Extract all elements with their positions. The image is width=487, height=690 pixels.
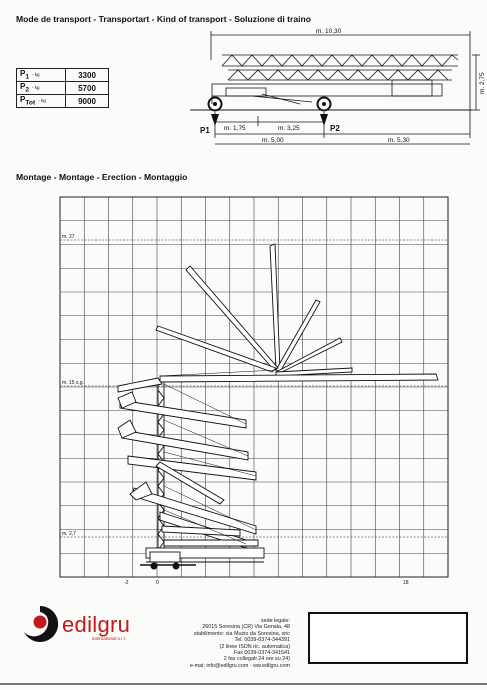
load-label: P [20, 69, 26, 79]
y-label-27: m. 27 [62, 234, 75, 240]
edilgru-logo-icon [18, 604, 62, 644]
p2-label: P2 [330, 124, 340, 133]
length-label: m. 10,30 [316, 28, 342, 35]
address-line: sede legale: [260, 618, 290, 624]
load-label: P [20, 95, 26, 105]
y-label-15: m. 15 s.g. [62, 380, 84, 386]
address-line: e-mai: info@edilgru.com - ww.edilgru.com [189, 662, 290, 669]
address-line: Fax 0039-0374-341541 [233, 650, 290, 657]
x-label-18: 18 [403, 580, 409, 586]
erection-heading: Montage - Montage - Erection - Montaggio [16, 172, 188, 182]
dealer-stamp-box [308, 612, 468, 664]
d3-label: m. 5,00 [262, 137, 284, 144]
address-line: 26015 Soresina (CR) Via Genala, 48 [202, 624, 290, 631]
logo-wordmark: edilgru [62, 612, 131, 637]
load-unit: - kg [38, 98, 46, 104]
load-label: P [20, 82, 26, 92]
p1-label: P1 [200, 126, 210, 135]
address-line: stabilimento: via Muzio da Soresina, snc [193, 630, 290, 637]
x-label-0: 0 [156, 580, 159, 586]
bottom-divider [0, 683, 487, 685]
load-value: 9000 [66, 95, 109, 108]
address-line: 2 fax collegati 24 ore su 24) [223, 656, 290, 663]
load-sub: 1 [25, 73, 30, 81]
load-sub: 2 [25, 86, 30, 94]
height-label: m. 2,75 [479, 72, 486, 94]
d4-label: m. 5,30 [388, 137, 410, 144]
y-label-2-7: m. 2,7 [62, 531, 76, 537]
company-address [150, 618, 290, 669]
load-sub: Tot [25, 99, 36, 107]
d1-label: m. 1,75 [224, 125, 246, 132]
logo-subtitle: international s.r.l. [92, 636, 127, 641]
load-unit: - kg [32, 85, 40, 91]
load-value: 3300 [66, 69, 109, 82]
load-value: 5700 [66, 82, 109, 95]
x-label-neg2: -2 [124, 580, 129, 586]
load-unit: - kg [32, 72, 40, 78]
d2-label: m. 3,25 [278, 125, 300, 132]
address-line: (2 linee ISDN ric. automatica) [219, 643, 290, 650]
address-line: Tel. 0039-0374-344391 [234, 637, 290, 644]
transport-heading: Mode de transport - Transportart - Kind of transport - Soluzione di traino [16, 14, 312, 24]
